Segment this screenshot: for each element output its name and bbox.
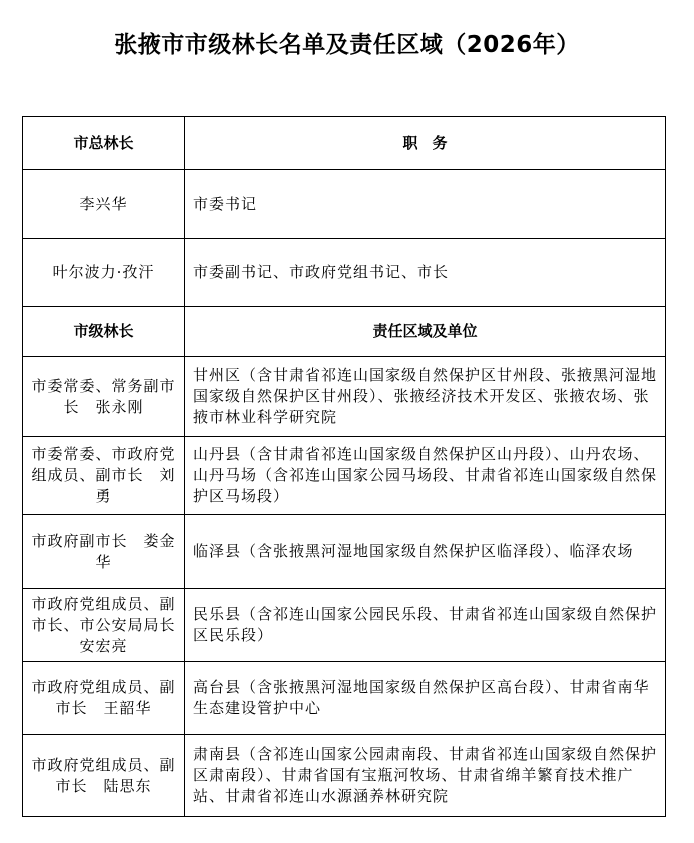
ranger-name: 市委常委、市政府党组成员、副市长 刘 勇 [23,437,185,515]
table-row [23,589,666,662]
table-row [23,357,666,437]
table-row [23,239,666,307]
ranger-area: 临泽县（含张掖黑河湿地国家级自然保护区临泽段）、临泽农场 [185,515,666,589]
ranger-area: 高台县（含张掖黑河湿地国家级自然保护区高台段）、甘肃省南华生态建设管护中心 [185,662,666,735]
header-duty-label: 职 务 [185,117,666,170]
ranger-name: 市政府党组成员、副市长 王韶华 [23,662,185,735]
table-row [23,515,666,589]
header-area-label: 责任区域及单位 [185,307,666,357]
header-ranger-label: 市级林长 [23,307,185,357]
header-chief-label: 市总林长 [23,117,185,170]
header-row-rangers [23,307,666,357]
table-row [23,437,666,515]
chief-name: 李兴华 [23,170,185,239]
chief-duty: 市委书记 [185,170,666,239]
ranger-name: 市政府副市长 娄金华 [23,515,185,589]
table-row [23,170,666,239]
ranger-area: 民乐县（含祁连山国家公园民乐段、甘肃省祁连山国家级自然保护区民乐段） [185,589,666,662]
table-row [23,735,666,817]
chief-duty: 市委副书记、市政府党组书记、市长 [185,239,666,307]
ranger-area: 山丹县（含甘肃省祁连山国家级自然保护区山丹段）、山丹农场、山丹马场（含祁连山国家公园马场段、甘肃省祁连山国家级自然保护区马场段） [185,437,666,515]
ranger-area: 肃南县（含祁连山国家公园肃南段、甘肃省祁连山国家级自然保护区肃南段）、甘肃省国有宝瓶河牧场、甘肃省绵羊繁育技术推广站、甘肃省祁连山水源涵养林研究院 [185,735,666,817]
ranger-area: 甘州区（含甘肃省祁连山国家级自然保护区甘州段、张掖黑河湿地国家级自然保护区甘州段）、张掖经济技术开发区、张掖农场、张掖市林业科学研究院 [185,357,666,437]
table-row [23,662,666,735]
ranger-name: 市政府党组成员、副市长 陆思东 [23,735,185,817]
chief-name: 叶尔波力·孜汗 [23,239,185,307]
forest-chief-table [22,116,666,817]
page-title: 张掖市市级林长名单及责任区域（2026年） [114,32,580,58]
header-row-chiefs [23,117,666,170]
ranger-name: 市政府党组成员、副市长、市公安局局长 安宏亮 [23,589,185,662]
ranger-name: 市委常委、常务副市长 张永刚 [23,357,185,437]
